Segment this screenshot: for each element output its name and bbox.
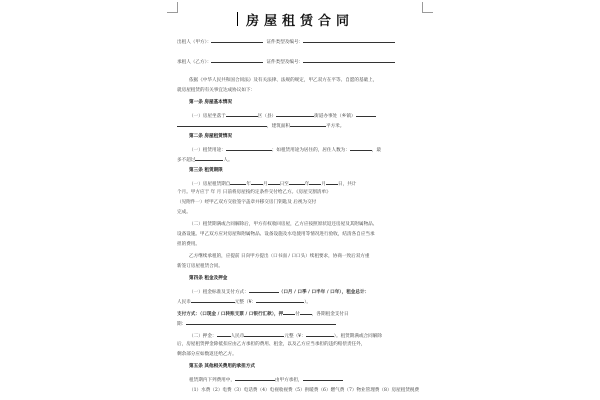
term-label: （一）房屋租赁期自 bbox=[189, 182, 231, 187]
term-return-line-1: （二）租赁期满或合同解除后，甲方有权收回房屋，乙方应按照原状返还房屋及其附属物品、 bbox=[189, 222, 378, 227]
term-start-month[interactable] bbox=[251, 180, 263, 185]
preamble-line-2: 就房屋租赁的有关事宜达成协议如下： bbox=[177, 88, 256, 93]
lessee-label: 承租人（乙方）： bbox=[177, 60, 212, 65]
deposit-line-3: 剩余部分应如数返还给乙方。 bbox=[177, 352, 237, 357]
purpose-blank[interactable] bbox=[226, 146, 272, 151]
party-lessor-row bbox=[177, 38, 395, 46]
deposit-label: （二）押金： bbox=[189, 334, 217, 339]
term-end-month[interactable] bbox=[309, 180, 321, 185]
rent-row bbox=[189, 288, 369, 296]
party-lessee-row bbox=[177, 58, 395, 66]
yuan-label: 元整（¥： bbox=[234, 300, 257, 305]
location-label: （一）房屋坐落于 bbox=[189, 114, 226, 119]
payment-method-options[interactable]: 支付方式：（口现金 / 口转账支票 / 口银行汇款），押 bbox=[177, 312, 284, 317]
location-row bbox=[189, 112, 376, 120]
deposit-return-label: ）。租赁期满或合同解除 bbox=[333, 334, 382, 339]
rmb-label: 人民币 bbox=[177, 300, 191, 305]
lessor-bears-label: 由甲方承担， bbox=[274, 378, 303, 383]
contract-page bbox=[165, 0, 435, 400]
max-residents-row bbox=[177, 156, 233, 164]
rent-amount-blank[interactable] bbox=[191, 298, 235, 303]
lessee-id-label: 证件类型及编号： bbox=[266, 60, 304, 65]
month-label-2: 月 bbox=[321, 182, 326, 187]
area-blank[interactable] bbox=[290, 122, 326, 127]
max-unit: 人。 bbox=[223, 158, 233, 163]
year-label-2: 年 bbox=[304, 182, 310, 187]
purpose-label: （一）租赁用途： bbox=[189, 148, 226, 153]
close-paren: ）。 bbox=[304, 300, 311, 305]
fees-label: 租赁期内下列费用中， bbox=[189, 378, 235, 383]
year-label: 年 bbox=[246, 182, 251, 187]
term-line-4: 完成。 bbox=[177, 210, 191, 215]
rent-figures-blank[interactable] bbox=[256, 298, 304, 303]
area-label: ，建筑面积 bbox=[267, 124, 290, 129]
lessor-name-blank[interactable] bbox=[211, 38, 263, 43]
total-label: 日，共计 bbox=[338, 182, 357, 187]
article-5-heading: 第五条 其他相关费用的承担方式 bbox=[189, 364, 255, 369]
term-end-day[interactable] bbox=[326, 180, 338, 185]
purpose-row bbox=[189, 146, 381, 154]
pay-months-blank[interactable] bbox=[300, 310, 312, 315]
fees-list: （1）水费（2）电费（3）电话费（4）电视收视费（5）供暖费（6）燃气费（7）物业管理费（8）房屋租赁税费 bbox=[189, 388, 420, 393]
area-unit: 平方米。 bbox=[325, 124, 345, 129]
deposit-gap bbox=[217, 332, 231, 337]
term-line-2: 个月。甲方应于 年 月 日前将房屋按约定条件交付给乙方。《房屋交割清单》 bbox=[177, 190, 331, 195]
lessor-label: 出租人（甲方）： bbox=[177, 40, 212, 45]
article-3-heading: 第三条 租赁期限 bbox=[189, 168, 223, 173]
period-label: 期： bbox=[177, 322, 187, 327]
fees-row bbox=[189, 376, 343, 384]
district-label: 区（县） bbox=[257, 114, 277, 119]
deposit-row bbox=[189, 332, 382, 340]
street-blank[interactable] bbox=[276, 112, 314, 117]
area-row bbox=[177, 122, 344, 130]
deposit-figures-blank[interactable] bbox=[306, 332, 334, 337]
district-blank[interactable] bbox=[226, 112, 258, 117]
payment-row bbox=[177, 310, 349, 318]
term-return-line-3: 担的费用。 bbox=[177, 242, 200, 247]
lessee-fees-blank[interactable] bbox=[303, 376, 343, 381]
article-4-heading: 第四条 租金及押金 bbox=[189, 276, 228, 281]
renewal-line-1: 乙方继续承租的，应提前 日向甲方提出（口书面 / 口口头）续租要求，协商一致后双方重 bbox=[189, 254, 370, 259]
pay-date-blank[interactable] bbox=[186, 320, 336, 325]
address-blank[interactable] bbox=[177, 122, 267, 127]
article-1-heading: 第一条 房屋基本情况 bbox=[189, 100, 232, 105]
renewal-line-2: 新签订房屋租赁合同。 bbox=[177, 264, 223, 269]
rent-label: （一）租金标准及支付方式： bbox=[189, 290, 249, 295]
street-label: 街道办事处（乡镇） bbox=[314, 114, 356, 119]
term-return-line-2: 设备设施。甲乙双方应对房屋和附属物品、设备设施及水电使用等情况进行验收，结清各自应当承 bbox=[177, 232, 375, 237]
term-start-day[interactable] bbox=[268, 180, 280, 185]
lessor-id-label: 证件类型及编号： bbox=[266, 40, 304, 45]
document-title: 房屋租赁合同 bbox=[245, 14, 354, 29]
rent-standard-blank[interactable] bbox=[249, 288, 279, 293]
month-label: 月 bbox=[262, 182, 268, 187]
deposit-amount-blank[interactable] bbox=[244, 332, 284, 337]
pay-date-row bbox=[177, 320, 336, 328]
deposit-yuan-label: 元整（¥： bbox=[284, 334, 306, 339]
rent-amount-row bbox=[177, 298, 311, 306]
to-label: 日至 bbox=[279, 182, 289, 187]
term-end-year[interactable] bbox=[289, 180, 305, 185]
pay-label: 付 bbox=[295, 312, 300, 317]
term-row bbox=[189, 180, 356, 188]
lessor-id-blank[interactable] bbox=[303, 38, 395, 43]
deposit-months-blank[interactable] bbox=[283, 310, 295, 315]
max-residents-blank[interactable] bbox=[195, 156, 223, 161]
residents-label: ；如租赁用途为居住的，居住人数为： bbox=[271, 148, 350, 153]
rent-period-options[interactable]: （口月 / 口季 / 口半年 / 口年），租金总计： bbox=[278, 290, 370, 295]
deposit-rmb-label: 人民币 bbox=[230, 334, 245, 339]
lessor-fees-blank[interactable] bbox=[235, 376, 275, 381]
max-label: ，最 bbox=[371, 148, 382, 153]
lessee-name-blank[interactable] bbox=[211, 58, 263, 63]
pay-date-label: ，各期租金支付日 bbox=[311, 312, 349, 317]
max-prefix: 多不超过 bbox=[177, 158, 196, 163]
article-2-heading: 第二条 房屋租赁情况 bbox=[189, 134, 232, 139]
term-start-year[interactable] bbox=[230, 180, 246, 185]
lessee-id-blank[interactable] bbox=[303, 58, 395, 63]
term-line-3: （见附件一）经甲乙双方交验签字盖章并移交房门钥匙及 后视为交付 bbox=[177, 200, 317, 205]
deposit-line-2: 后，房屋租赁押金除抵扣应由乙方承担的费用、租金，以及乙方应当承担的违约赔偿责任外， bbox=[177, 342, 366, 347]
town-blank[interactable] bbox=[356, 112, 376, 117]
preamble-line-1: 依据《中华人民共和国合同法》及有关法律、法规的规定，甲乙双方在平等、自愿的基础上， bbox=[189, 78, 378, 83]
residents-blank[interactable] bbox=[350, 146, 372, 151]
